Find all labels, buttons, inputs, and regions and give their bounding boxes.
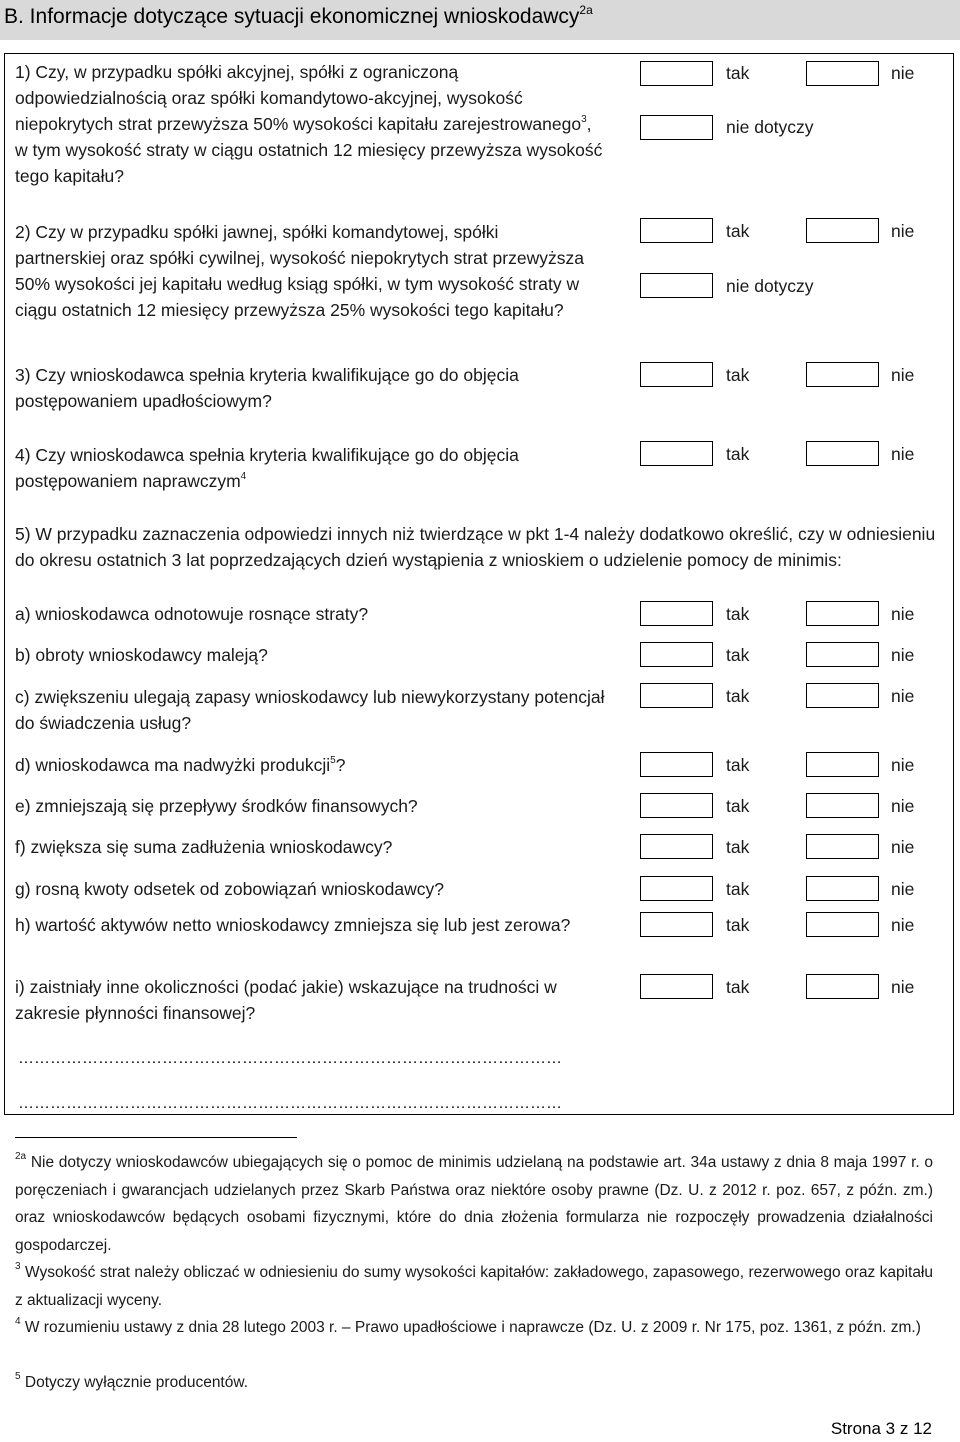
- page-number: Strona 3 z 12: [830, 1419, 932, 1438]
- footnote-5: $^5$ Dotyczy wyłącznie producentów.: [15, 1371, 249, 1391]
- q5d-no-checkbox[interactable]: [806, 752, 879, 777]
- q5h-no-checkbox[interactable]: [806, 912, 879, 937]
- footnote-number: 5: [15, 1371, 21, 1382]
- q5h-yes-checkbox[interactable]: [640, 912, 713, 937]
- question-2: 2) Czy w przypadku spółki jawnej, spółki komandytowej, spółki partnerskiej oraz spółki cywilnej, wysokość niepokrytych strat przewyższa 50% wysokości jej kapitału według ksiąg spółki, w tym wysokość straty w ciągu ostatnich 12 miesięcy przewyższa 25% wysokości tego kapitału?: [15, 222, 584, 320]
- q5f-yes-checkbox[interactable]: [640, 834, 713, 859]
- footnote-2a: $^{2a}$ Nie dotyczy wnioskodawców ubiegających się o pomoc de minimis udzielaną na podstawie art. 34a ustawy z dnia 8 maja 1997 r. o poręczeniach i gwarancjach udzielanych przez Skarb Państwa oraz niektóre osoby prawne (Dz. U. z 2012 r. poz. 657, z późn. zm.) oraz wnioskodawców będących osobami fizycznymi, które do dnia złożenia formularza nie rozpoczęły prowadzenia działalności gospodarczej.: [15, 1151, 933, 1254]
- q5f-no-checkbox[interactable]: [806, 834, 879, 859]
- questionnaire-frame: [4, 53, 954, 1115]
- footnote-3: $^3$ Wysokość strat należy obliczać w odniesieniu do sumy wysokości kapitałów: zakładowego, zapasowego, rezerwowego oraz kapitału z aktualizacji wyceny.: [15, 1261, 933, 1309]
- q4-yes-label: tak: [726, 444, 750, 464]
- footnote-ref: 3: [581, 114, 587, 125]
- q4-no-checkbox[interactable]: [806, 441, 879, 466]
- q5a-no-checkbox[interactable]: [806, 601, 879, 626]
- footnote-ref: 2a: [579, 3, 593, 17]
- question-5h: h) wartość aktywów netto wnioskodawcy zmniejsza się lub jest zerowa?: [15, 915, 571, 935]
- q5d-yes-checkbox[interactable]: [640, 752, 713, 777]
- question-5e: e) zmniejszają się przepływy środków finansowych?: [15, 796, 418, 816]
- q5b-yes-checkbox[interactable]: [640, 642, 713, 667]
- question-5i: i) zaistniały inne okoliczności (podać jakie) wskazujące na trudności w zakresie płynności finansowej?: [15, 977, 557, 1023]
- q5i-yes-checkbox[interactable]: [640, 974, 713, 999]
- q5b-yes-label: tak: [726, 645, 750, 665]
- q5g-yes-checkbox[interactable]: [640, 876, 713, 901]
- q2-not-applicable-checkbox[interactable]: [640, 273, 713, 298]
- question-5-intro: 5) W przypadku zaznaczenia odpowiedzi innych niż twierdzące w pkt 1-4 należy dodatkowo określić, czy w odniesieniu do okresu ostatnich 3 lat poprzedzających dzień wystąpienia z wnioskiem o udzielenie pomocy de minimis:: [15, 524, 936, 570]
- q5g-no-label: nie: [891, 879, 915, 899]
- q5c-yes-label: tak: [726, 686, 750, 706]
- question-4: 4) Czy wnioskodawca spełnia kryteria kwalifikujące go do objęcia postępowaniem naprawczym$^4$: [15, 445, 519, 491]
- q2-no-checkbox[interactable]: [806, 218, 879, 243]
- q5b-no-label: nie: [891, 645, 915, 665]
- q1-yes-label: tak: [726, 63, 750, 83]
- footnote-number: 4: [15, 1316, 21, 1327]
- q5e-yes-label: tak: [726, 796, 750, 816]
- q1-not-applicable-label: nie dotyczy: [726, 117, 814, 137]
- q2-not-applicable-label: nie dotyczy: [726, 276, 814, 296]
- question-5f: f) zwiększa się suma zadłużenia wnioskodawcy?: [15, 837, 393, 857]
- q4-no-label: nie: [891, 444, 915, 464]
- question-5b: b) obroty wnioskodawcy maleją?: [15, 645, 268, 665]
- q2-no-label: nie: [891, 221, 915, 241]
- q3-yes-label: tak: [726, 365, 750, 385]
- q5e-no-checkbox[interactable]: [806, 793, 879, 818]
- q1-no-checkbox[interactable]: [806, 61, 879, 86]
- q5h-yes-label: tak: [726, 915, 750, 935]
- q5g-no-checkbox[interactable]: [806, 876, 879, 901]
- q5e-yes-checkbox[interactable]: [640, 793, 713, 818]
- q2-yes-label: tak: [726, 221, 750, 241]
- q1-not-applicable-checkbox[interactable]: [640, 115, 713, 140]
- q1-no-label: nie: [891, 63, 915, 83]
- q5b-no-checkbox[interactable]: [806, 642, 879, 667]
- question-5g: g) rosną kwoty odsetek od zobowiązań wnioskodawcy?: [15, 879, 444, 899]
- q5e-no-label: nie: [891, 796, 915, 816]
- q5i-no-checkbox[interactable]: [806, 974, 879, 999]
- footnote-number: 2a: [15, 1151, 27, 1162]
- q5a-yes-label: tak: [726, 604, 750, 624]
- q4-yes-checkbox[interactable]: [640, 441, 713, 466]
- fill-in-line-2[interactable]: …………………………………………………………………………………………: [18, 1095, 562, 1112]
- section-header: [0, 0, 960, 40]
- q5g-yes-label: tak: [726, 879, 750, 899]
- section-title: B. Informacje dotyczące sytuacji ekonomicznej wnioskodawcy$^{2a}$: [4, 3, 593, 28]
- footnote-ref: 5: [330, 755, 336, 766]
- q2-yes-checkbox[interactable]: [640, 218, 713, 243]
- fill-in-line-1[interactable]: …………………………………………………………………………………………: [18, 1050, 562, 1067]
- question-3: 3) Czy wnioskodawca spełnia kryteria kwalifikujące go do objęcia postępowaniem upadłościowym?: [15, 365, 519, 411]
- q5c-no-label: nie: [891, 686, 915, 706]
- q5i-no-label: nie: [891, 977, 915, 997]
- q5f-no-label: nie: [891, 837, 915, 857]
- q5f-yes-label: tak: [726, 837, 750, 857]
- q3-yes-checkbox[interactable]: [640, 362, 713, 387]
- q5d-no-label: nie: [891, 755, 915, 775]
- question-1: 1) Czy, w przypadku spółki akcyjnej, spółki z ograniczoną odpowiedzialnością oraz spółki komandytowo-akcyjnej, wysokość niepokrytych strat przewyższa 50% wysokości kapitału zarejestrowanego$^3$, w tym wysokość straty w ciągu ostatnich 12 miesięcy przewyższa wysokość tego kapitału?: [15, 62, 603, 186]
- q3-no-checkbox[interactable]: [806, 362, 879, 387]
- footnote-separator: [15, 1137, 297, 1138]
- question-5c: c) zwiększeniu ulegają zapasy wnioskodawcy lub niewykorzystany potencjał do świadczenia usług?: [15, 687, 605, 733]
- q5d-yes-label: tak: [726, 755, 750, 775]
- q5h-no-label: nie: [891, 915, 915, 935]
- q5c-no-checkbox[interactable]: [806, 683, 879, 708]
- q5i-yes-label: tak: [726, 977, 750, 997]
- q5a-no-label: nie: [891, 604, 915, 624]
- footnote-4: $^4$ W rozumieniu ustawy z dnia 28 lutego 2003 r. – Prawo upadłościowe i naprawcze (Dz. U. z 2009 r. Nr 175, poz. 1361, z późn. zm.): [15, 1316, 921, 1336]
- q5c-yes-checkbox[interactable]: [640, 683, 713, 708]
- footnote-ref: 4: [240, 471, 247, 482]
- q5a-yes-checkbox[interactable]: [640, 601, 713, 626]
- question-5a: a) wnioskodawca odnotowuje rosnące straty?: [15, 604, 369, 624]
- footnote-number: 3: [15, 1261, 21, 1272]
- question-5d: d) wnioskodawca ma nadwyżki produkcji$^5$?: [15, 755, 346, 775]
- q3-no-label: nie: [891, 365, 915, 385]
- q1-yes-checkbox[interactable]: [640, 61, 713, 86]
